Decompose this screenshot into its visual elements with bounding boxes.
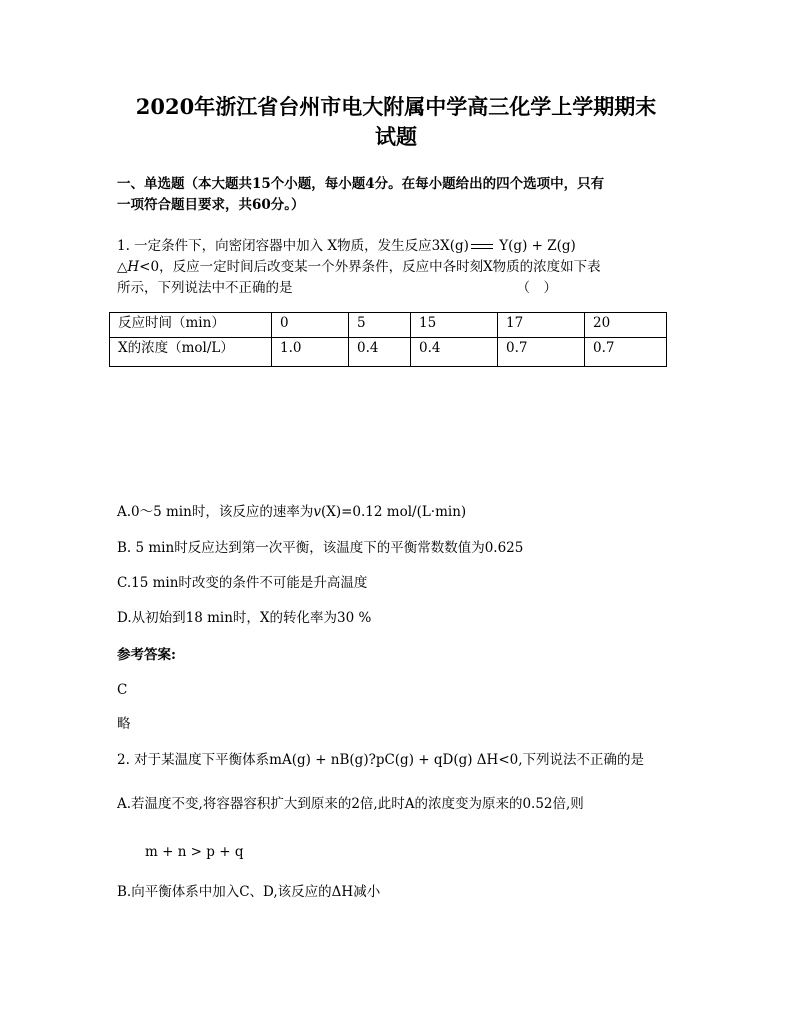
- table-cell: 0.7: [585, 338, 667, 367]
- question-1-option-a: [117, 502, 466, 522]
- table-cell-label: 反应时间（min）: [110, 313, 272, 338]
- table-cell-label: X的浓度（mol/L）: [110, 338, 272, 367]
- question-2-option-a: A.若温度不变,将容器容积扩大到原来的2倍,此时A的浓度变为原来的0.52倍,则: [117, 796, 584, 812]
- section-heading-line-2: 一项符合题目要求，共60分。）: [117, 197, 305, 213]
- question-2-option-b: B.向平衡体系中加入C、D,该反应的ΔH减小: [117, 884, 381, 900]
- title-line-2: 试题: [375, 124, 417, 149]
- section-heading: [117, 174, 682, 216]
- table-cell: 17: [498, 313, 585, 338]
- table-cell: 20: [585, 313, 667, 338]
- question-1-option-c: C.15 min时改变的条件不可能是升高温度: [117, 575, 368, 591]
- enthalpy-symbol: H: [127, 259, 140, 275]
- option-a-text-2: (X)=0.12 mol/(L·min): [320, 504, 467, 520]
- question-1-line-2: [117, 257, 677, 278]
- table-cell: 15: [411, 313, 498, 338]
- question-2-stem: 2. 对于某温度下平衡体系mA(g) + nB(g)?pC(g) + qD(g) ΔH<0,下列说法不正确的是: [117, 752, 645, 768]
- question-1-stem: [117, 236, 677, 299]
- section-heading-line-1: 一、单选题（本大题共15个小题，每小题4分。在每小题给出的四个选项中，只有: [117, 176, 605, 192]
- explanation: 略: [117, 716, 131, 732]
- question-2-option-a-continued: m + n > p + q: [145, 844, 244, 860]
- concentration-table: [109, 312, 667, 367]
- question-1-option-d: D.从初始到18 min时，X的转化率为30 %: [117, 610, 372, 626]
- delta-symbol: △: [117, 259, 128, 275]
- question-1-intro-b: Y(g) + Z(g): [494, 238, 576, 254]
- question-1-line-2-text: <0，反应一定时间后改变某一个外界条件，反应中各时刻X物质的浓度如下表: [139, 259, 601, 275]
- answer-value: C: [117, 682, 128, 698]
- question-1-line-3-text: 所示，下列说法中不正确的是: [117, 280, 293, 296]
- rate-symbol: v: [313, 504, 321, 520]
- table-cell: 5: [349, 313, 411, 338]
- table-cell: 0.4: [411, 338, 498, 367]
- answer-parentheses: （ ）: [516, 280, 557, 296]
- question-1-option-b: B. 5 min时反应达到第一次平衡，该温度下的平衡常数数值为0.625: [117, 540, 524, 556]
- table-cell: 0.7: [498, 338, 585, 367]
- table-cell: 0: [272, 313, 349, 338]
- table-row-time: [110, 313, 667, 338]
- question-1-line-1: [117, 236, 677, 257]
- equilibrium-arrow-icon: [469, 242, 495, 252]
- page-title: [100, 92, 692, 152]
- answer-label: 参考答案:: [117, 647, 176, 663]
- question-1-intro-a: 1. 一定条件下，向密闭容器中加入 X物质，发生反应3X(g): [117, 238, 469, 254]
- question-1-line-3: [117, 278, 677, 299]
- table-cell: 1.0: [272, 338, 349, 367]
- table-row-concentration: [110, 338, 667, 367]
- title-line-1: 2020年浙江省台州市电大附属中学高三化学上学期期末: [135, 94, 657, 119]
- option-a-text-1: A.0～5 min时，该反应的速率为: [117, 504, 314, 520]
- table-cell: 0.4: [349, 338, 411, 367]
